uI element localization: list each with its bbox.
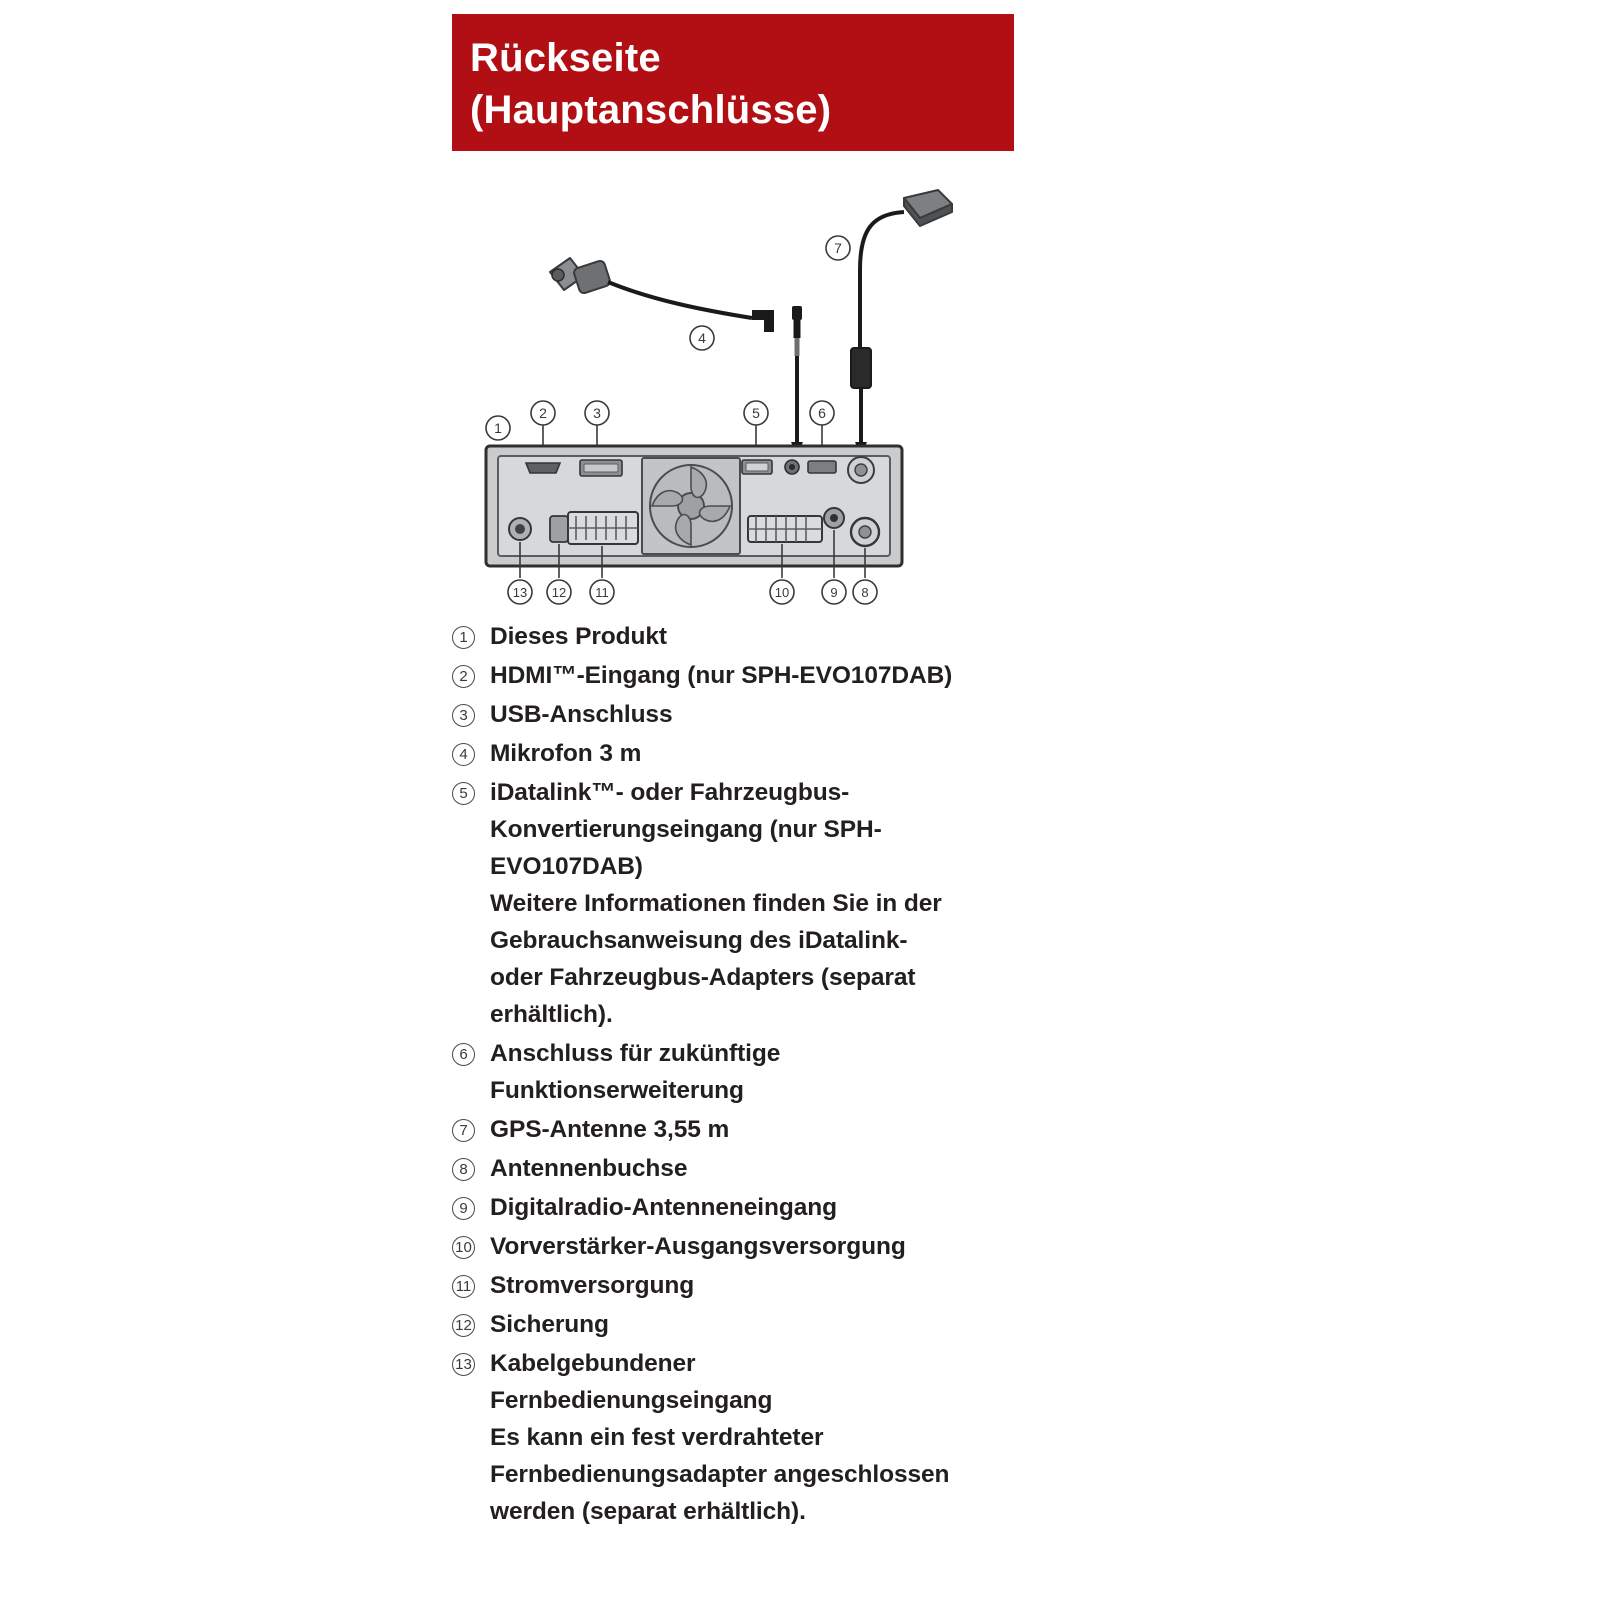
legend-number: 6 bbox=[452, 1035, 490, 1072]
callout-label-3: 3 bbox=[593, 405, 601, 421]
legend-number: 2 bbox=[452, 657, 490, 694]
legend-label: GPS-Antenne 3,55 m bbox=[490, 1116, 730, 1143]
list-item bbox=[452, 696, 1092, 733]
list-item bbox=[452, 1306, 1092, 1343]
legend-label: USB-Anschluss bbox=[490, 701, 673, 728]
callout-label-6: 6 bbox=[818, 405, 826, 421]
legend-number: 7 bbox=[452, 1111, 490, 1148]
expansion-port bbox=[808, 461, 836, 473]
legend-label: Digitalradio-Antenneneingang bbox=[490, 1194, 838, 1221]
page-title-banner bbox=[452, 14, 1014, 151]
legend-label: Stromversorgung bbox=[490, 1272, 695, 1299]
gps-ferrite-core bbox=[851, 348, 871, 388]
banner-title-line2: (Hauptanschlüsse) bbox=[470, 88, 832, 132]
legend-label: Mikrofon 3 m bbox=[490, 740, 642, 767]
legend-number: 8 bbox=[452, 1150, 490, 1187]
callout-label-7: 7 bbox=[834, 240, 842, 256]
legend-number: 5 bbox=[452, 774, 490, 811]
callout-label-4: 4 bbox=[698, 330, 706, 346]
rear-panel-diagram bbox=[452, 160, 1072, 620]
banner-title-line1: Rückseite bbox=[470, 36, 661, 80]
callout-label-8: 8 bbox=[861, 585, 869, 600]
legend-number: 4 bbox=[452, 735, 490, 772]
legend-label: Sicherung bbox=[490, 1311, 609, 1338]
legend-number: 11 bbox=[452, 1267, 490, 1304]
list-item bbox=[452, 1345, 1092, 1530]
callout-label-2: 2 bbox=[539, 405, 547, 421]
legend-list bbox=[452, 618, 1092, 1532]
callout-label-1: 1 bbox=[494, 420, 502, 436]
list-item bbox=[452, 618, 1092, 655]
list-item bbox=[452, 1267, 1092, 1304]
legend-number: 3 bbox=[452, 696, 490, 733]
legend-number: 13 bbox=[452, 1345, 490, 1382]
legend-number: 9 bbox=[452, 1189, 490, 1226]
callout-label-5: 5 bbox=[752, 405, 760, 421]
list-item bbox=[452, 1035, 1092, 1109]
car-stereo-rear-panel bbox=[486, 446, 902, 566]
legend-label: iDatalink™- oder Fahrzeugbus- Konvertierungseingang (nur SPH- EVO107DAB) Weitere Informationen finden Sie in der Gebrauchsanweisung des iDatalink- oder Fahrzeugbus-Adapters (separat erhältlich). bbox=[490, 779, 942, 1028]
legend-number: 12 bbox=[452, 1306, 490, 1343]
fuse bbox=[550, 516, 568, 542]
list-item bbox=[452, 774, 1092, 1033]
list-item bbox=[452, 1111, 1092, 1148]
list-item bbox=[452, 1189, 1092, 1226]
callout-label-11: 11 bbox=[595, 585, 609, 600]
microphone-icon bbox=[550, 258, 611, 294]
hdmi-port bbox=[526, 463, 560, 473]
callout-label-10: 10 bbox=[774, 585, 790, 600]
callout-labels-bottom bbox=[513, 585, 869, 600]
list-item bbox=[452, 657, 1092, 694]
list-item bbox=[452, 735, 1092, 772]
list-item bbox=[452, 1150, 1092, 1187]
legend-label: Vorverstärker-Ausgangsversorgung bbox=[490, 1233, 906, 1260]
legend-number: 1 bbox=[452, 618, 490, 655]
callout-labels-top bbox=[494, 240, 842, 436]
gps-antenna-icon bbox=[904, 190, 952, 226]
legend-label: Dieses Produkt bbox=[490, 623, 667, 650]
microphone-plug bbox=[752, 306, 803, 456]
callout-label-13: 13 bbox=[512, 585, 528, 600]
legend-number: 10 bbox=[452, 1228, 490, 1265]
legend-label: Anschluss für zukünftige Funktionserweiterung bbox=[490, 1040, 781, 1104]
list-item bbox=[452, 1228, 1092, 1265]
callout-label-12: 12 bbox=[551, 585, 567, 600]
legend-label: HDMI™-Eingang (nur SPH-EVO107DAB) bbox=[490, 662, 953, 689]
legend-label: Antennenbuchse bbox=[490, 1155, 688, 1182]
legend-label: Kabelgebundener Fernbedienungseingang Es kann ein fest verdrahteter Fernbedienungsadapter angeschlossen werden (separat erhältlich). bbox=[490, 1350, 950, 1525]
callout-label-9: 9 bbox=[830, 585, 838, 600]
